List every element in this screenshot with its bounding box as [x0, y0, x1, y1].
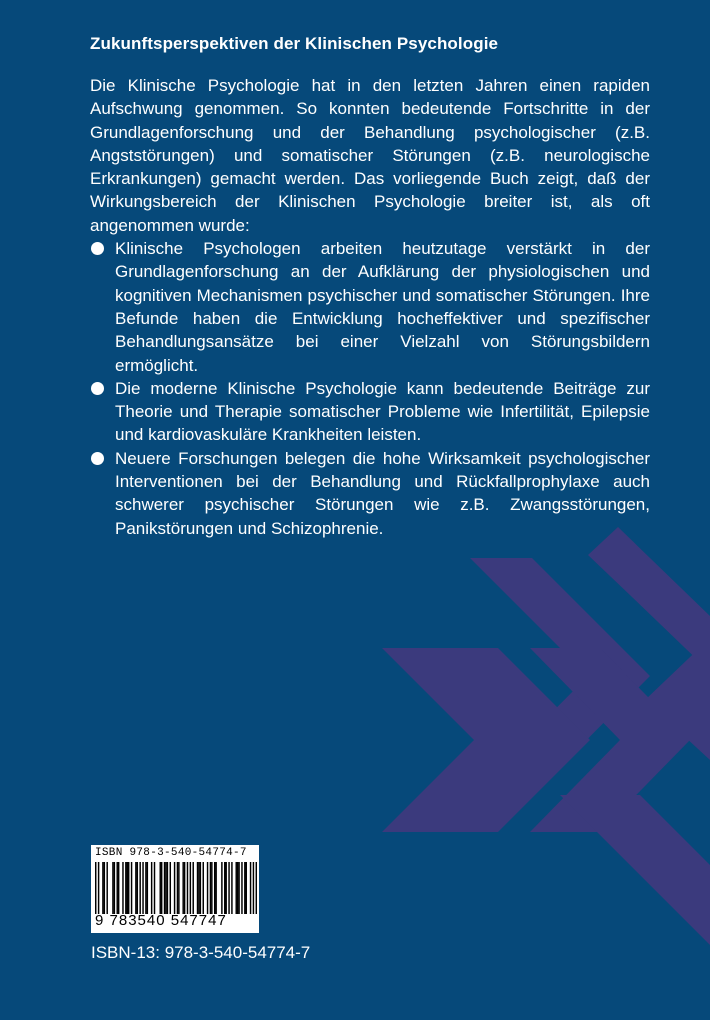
- barcode-bar: [154, 862, 155, 914]
- barcode-bar: [197, 862, 198, 914]
- barcode-bar: [102, 862, 103, 914]
- barcode-bar: [147, 862, 148, 914]
- barcode-bar: [221, 862, 222, 914]
- intro-paragraph: Die Klinische Psychologie hat in den letzten Jahren einen rapiden Aufschwung genommen. So konnten bedeutende Fortschritte in der Grundlagenforschung und der Behandlung psychologischer (z.B. Angststörungen) und somatischer Störungen (z.B. neurologische Erkrankungen) gemacht werden. Das vorliegende Buch zeigt, daß der Wirkungsbereich der Klinischen Psychologie breiter ist, als oft angenommen wurde:: [90, 76, 650, 235]
- barcode-bar: [256, 862, 257, 914]
- barcode-bar: [137, 862, 138, 914]
- barcode-bar: [215, 862, 216, 914]
- barcode-bar: [95, 862, 96, 914]
- barcode-bar: [203, 862, 204, 914]
- barcode-bar: [135, 862, 136, 914]
- barcode-bar: [238, 862, 239, 914]
- barcode-bar: [178, 862, 179, 914]
- back-cover-text: [90, 34, 650, 540]
- bullet-list: [90, 237, 650, 540]
- barcode-bar: [187, 862, 188, 914]
- barcode-bar: [106, 862, 107, 914]
- barcode-bar: [127, 862, 128, 914]
- barcode-bar: [244, 862, 245, 914]
- barcode-bar: [139, 862, 140, 914]
- barcode-bar: [231, 862, 232, 914]
- barcode-bar: [228, 862, 229, 914]
- barcode-bar: [253, 862, 254, 914]
- barcode-bar: [122, 862, 123, 914]
- list-item: Neuere Forschungen belegen die hohe Wirksamkeit psychologischer Interventionen bei der Behandlung und Rückfallprophylaxe auch schwerer psychischer Störungen wie z.B. Zwangsstörungen, Panikstörungen und Schizophrenie.: [90, 447, 650, 540]
- barcode-bar: [250, 862, 251, 914]
- barcode-bar: [112, 862, 113, 914]
- barcode-bar: [142, 862, 143, 914]
- barcode-bar: [214, 862, 215, 914]
- list-item: Klinische Psychologen arbeiten heutzutage verstärkt in der Grundlagenforschung an der Aufklärung der physiologischen und kognitiven Mechanismen psychischer und somatischer Störungen. Ihre Befunde haben die Entwicklung hocheffektiver und spezifischer Behandlungsansätze bei einer Vielzahl von Störungsbildern ermöglicht.: [90, 237, 650, 377]
- barcode-bar: [117, 862, 118, 914]
- barcode-bar: [145, 862, 146, 914]
- barcode-isbn-label: ISBN 978-3-540-54774-7: [95, 847, 247, 859]
- barcode-bar: [118, 862, 119, 914]
- barcode-bar: [161, 862, 162, 914]
- barcode-bar: [184, 862, 185, 914]
- barcode-bar: [207, 862, 208, 914]
- barcode-bar: [174, 862, 175, 914]
- barcode-bar: [241, 862, 242, 914]
- bullet-icon: [91, 382, 104, 395]
- heading: Zukunftsperspektiven der Klinischen Psychologie: [90, 34, 499, 53]
- barcode-bar: [167, 862, 168, 914]
- barcode-bar: [165, 862, 166, 914]
- barcode-bar: [160, 862, 161, 914]
- barcode-bar: [211, 862, 212, 914]
- isbn-13: ISBN-13: 978-3-540-54774-7: [91, 943, 311, 962]
- barcode-bar: [177, 862, 178, 914]
- barcode-bar: [98, 862, 99, 914]
- barcode-bar: [128, 862, 129, 914]
- barcode-bar: [200, 862, 201, 914]
- barcode-bar: [125, 862, 126, 914]
- barcode-bar: [170, 862, 171, 914]
- barcode-bar: [224, 862, 225, 914]
- bullet-icon: [91, 242, 104, 255]
- barcode-bar: [237, 862, 238, 914]
- barcode-bar: [246, 862, 247, 914]
- barcode: [91, 845, 259, 933]
- barcode-bar: [198, 862, 199, 914]
- barcode-bar: [151, 862, 152, 914]
- barcode-bar: [104, 862, 105, 914]
- barcode-bar: [164, 862, 165, 914]
- barcode-bar: [192, 862, 193, 914]
- barcode-bar: [225, 862, 226, 914]
- barcode-bar: [190, 862, 191, 914]
- list-item: Die moderne Klinische Psychologie kann bedeutende Beiträge zur Theorie und Therapie somatischer Probleme wie Infertilität, Epilepsie und kardiovaskuläre Krankheiten leisten.: [90, 377, 650, 447]
- barcode-bar: [182, 862, 183, 914]
- barcode-bar: [131, 862, 132, 914]
- barcode-bar: [114, 862, 115, 914]
- barcode-bars: [95, 862, 257, 914]
- barcode-number: 9 783540 547747: [95, 912, 227, 929]
- barcode-bar: [236, 862, 237, 914]
- bullet-icon: [91, 452, 104, 465]
- barcode-bar: [210, 862, 211, 914]
